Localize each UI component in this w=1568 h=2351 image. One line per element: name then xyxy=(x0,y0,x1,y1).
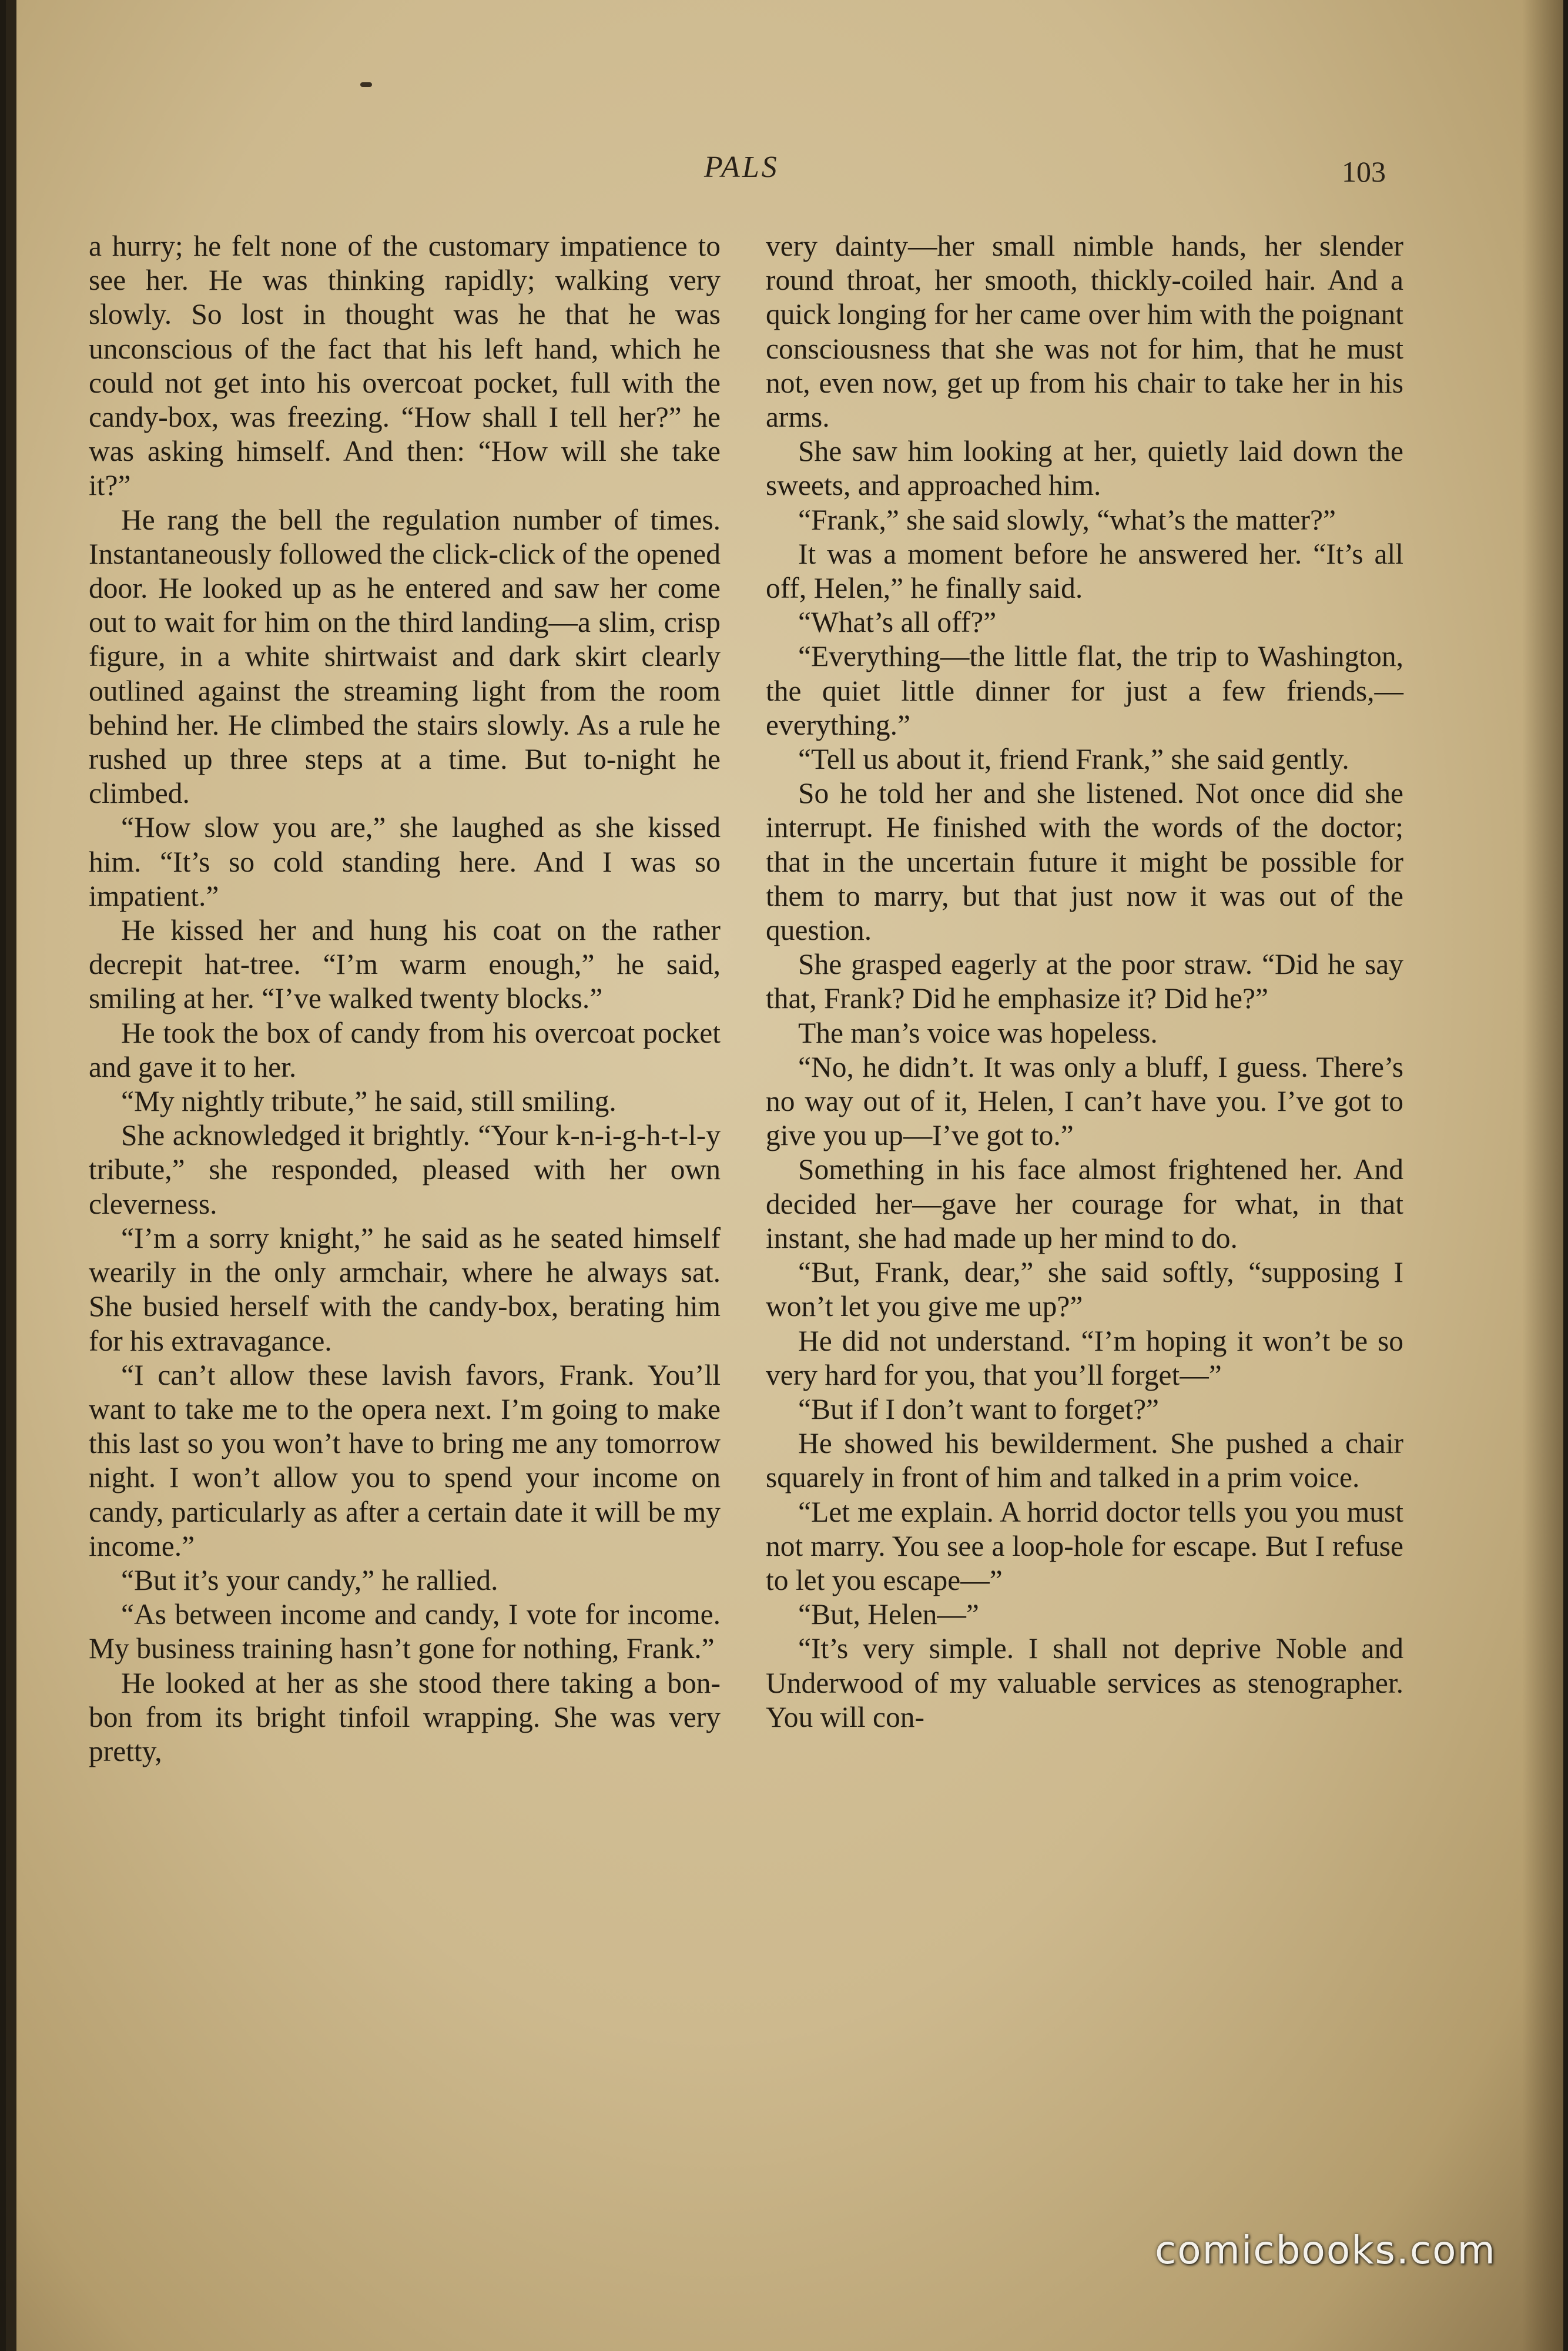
left-column xyxy=(89,229,721,1769)
paragraph: “But if I don’t want to forget?” xyxy=(798,1392,1160,1425)
watermark: comicbooks.com xyxy=(1155,2228,1496,2273)
paragraph: “But it’s your candy,” he rallied. xyxy=(121,1563,498,1596)
paragraph: He looked at her as she stood there taking a bon-bon from its bright tinfoil wrapping. She was very pretty, xyxy=(89,1666,721,1767)
paragraph: very dainty—her small nimble hands, her slender round throat, her smooth, thickly-coiled hair. And a quick longing for her came over him with the poignant consciousness that she was not for him, that he must not, even now, get up from his chair to take her in his arms. xyxy=(766,230,1403,434)
paragraph: “But, Frank, dear,” she said softly, “supposing I won’t let you give me up?” xyxy=(766,1256,1403,1323)
paragraph: “As between income and candy, I vote for income. My business training hasn’t gone for nothing, Frank.” xyxy=(89,1598,721,1665)
paragraph: He kissed her and hung his coat on the rather decrepit hat-tree. “I’m warm enough,” he said, smiling at her. “I’ve walked twenty blocks.” xyxy=(89,914,721,1015)
paragraph: a hurry; he felt none of the customary impatience to see her. He was thinking rapidly; walking very slowly. So lost in thought was he that he was unconscious of the fact that his left hand, which he could not get into his overcoat pocket, full with the candy-box, was freezing. “How shall I tell her?” he was asking himself. And then: “How will she take it?” xyxy=(89,230,721,502)
paragraph: So he told her and she listened. Not once did she interrupt. He finished with the words of the doctor; that in the uncertain future it might be possible for them to marry, but that just now it was out of the question. xyxy=(766,777,1403,947)
page-header xyxy=(16,150,1563,197)
paragraph: “How slow you are,” she laughed as she kissed him. “It’s so cold standing here. And I was so impatient.” xyxy=(89,811,721,912)
paragraph: “Tell us about it, friend Frank,” she said gently. xyxy=(798,743,1349,776)
paragraph: She grasped eagerly at the poor straw. “Did he say that, Frank? Did he emphasize it? Did he?” xyxy=(766,948,1403,1015)
paragraph: It was a moment before he answered her. “It’s all off, Helen,” he finally said. xyxy=(766,537,1403,605)
paragraph: “What’s all off?” xyxy=(798,606,997,639)
paragraph: She acknowledged it brightly. “Your k-n-i-g-h-t-l-y tribute,” she responded, pleased with her own cleverness. xyxy=(89,1119,721,1220)
paragraph: The man’s voice was hopeless. xyxy=(798,1016,1158,1049)
paragraph: Something in his face almost frightened her. And decided her—gave her courage for what, in that instant, she had made up her mind to do. xyxy=(766,1153,1403,1254)
paragraph: He did not understand. “I’m hoping it won’t be so very hard for you, that you’ll forget—” xyxy=(766,1324,1403,1391)
paragraph: “My nightly tribute,” he said, still smiling. xyxy=(121,1085,617,1118)
paragraph: “Frank,” she said slowly, “what’s the matter?” xyxy=(798,503,1336,536)
book-page xyxy=(6,0,1563,2351)
right-column xyxy=(766,229,1403,1734)
paragraph: “It’s very simple. I shall not deprive Noble and Underwood of my valuable services as stenographer. You will con- xyxy=(766,1632,1403,1733)
paragraph: “I’m a sorry knight,” he said as he seated himself wearily in the only armchair, where he always sat. She busied herself with the candy-box, berating him for his extravagance. xyxy=(89,1221,721,1357)
paragraph: “But, Helen—” xyxy=(798,1598,979,1631)
ink-speck xyxy=(360,82,372,87)
paragraph: “I can’t allow these lavish favors, Frank. You’ll want to take me to the opera next. I’m going to make this last so you won’t have to bring me any tomorrow night. I won’t allow you to spend your income on candy, particularly as after a certain date it will be my income.” xyxy=(89,1358,721,1562)
paragraph: “Let me explain. A horrid doctor tells you you must not marry. You see a loop-hole for escape. But I refuse to let you escape—” xyxy=(766,1495,1403,1596)
paragraph: “No, he didn’t. It was only a bluff, I guess. There’s no way out of it, Helen, I can’t have you. I’ve got to give you up—I’ve got to.” xyxy=(766,1050,1403,1152)
paragraph: He rang the bell the regulation number of times. Instantaneously followed the click-click of the opened door. He looked up as he entered and saw her come out to wait for him on the third landing—a slim, crisp figure, in a white shirtwaist and dark skirt clearly outlined against the streaming light from the room behind her. He climbed the stairs slowly. As a rule he rushed up three steps at a time. But to-night he climbed. xyxy=(89,503,721,810)
paragraph: He took the box of candy from his overcoat pocket and gave it to her. xyxy=(89,1016,721,1083)
page-number: 103 xyxy=(1342,155,1386,188)
paragraph: He showed his bewilderment. She pushed a chair squarely in front of him and talked in a prim voice. xyxy=(766,1427,1403,1494)
paragraph: “Everything—the little flat, the trip to Washington, the quiet little dinner for just a few friends,—everything.” xyxy=(766,640,1403,741)
paragraph: She saw him looking at her, quietly laid down the sweets, and approached him. xyxy=(766,435,1403,502)
running-head: PALS xyxy=(704,150,779,184)
